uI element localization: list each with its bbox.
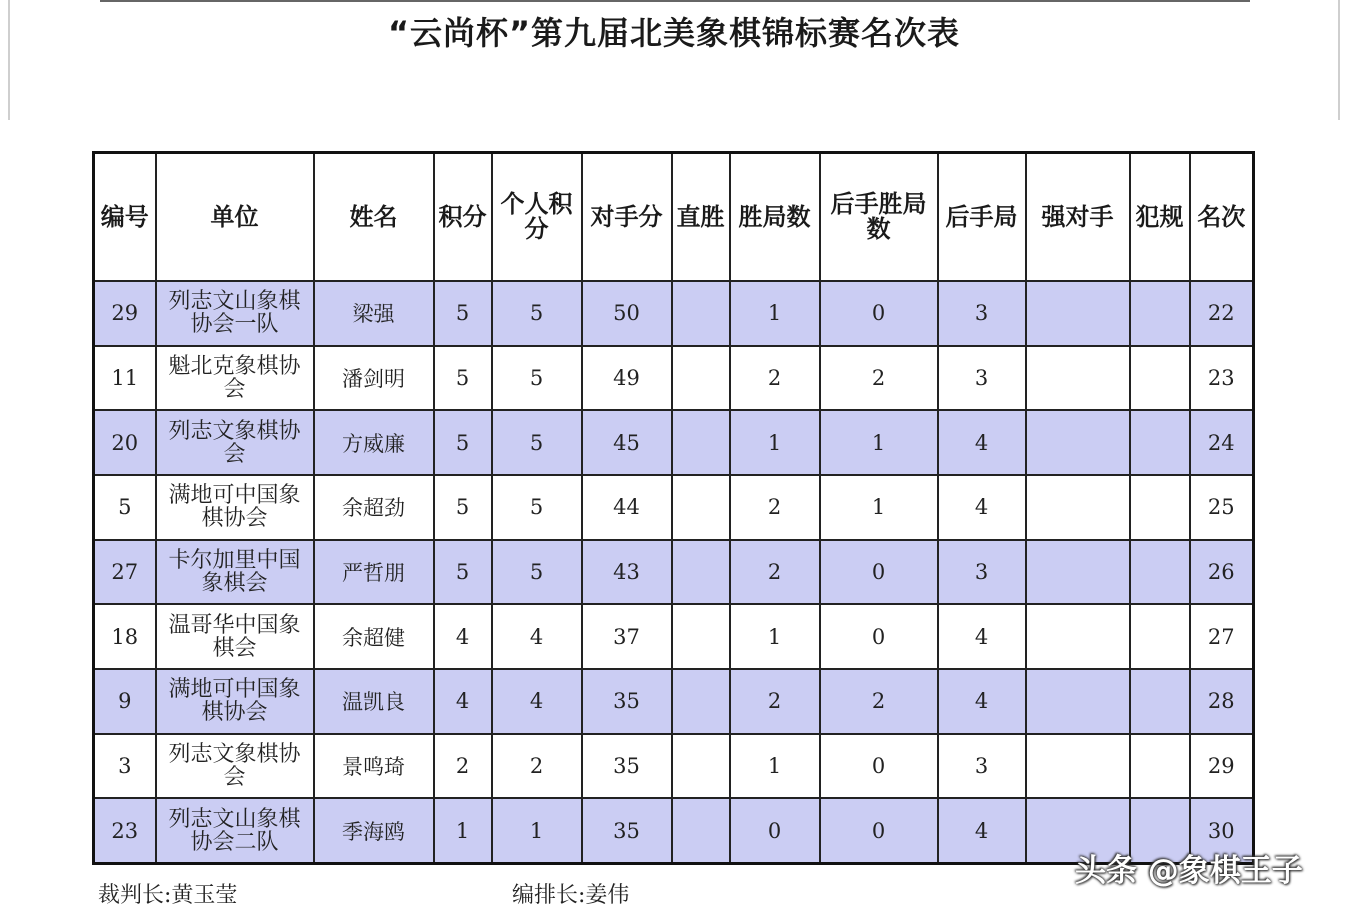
cell-personal-score: 4: [492, 669, 582, 734]
cell-unit: 魁北克象棋协会: [156, 346, 314, 411]
cell-black-wins: 2: [820, 669, 938, 734]
cell-direct-win: [672, 410, 730, 475]
cell-name: 季海鸥: [314, 798, 434, 863]
cell-rank: 25: [1190, 475, 1254, 540]
cell-unit: 列志文山象棋协会一队: [156, 281, 314, 346]
cell-strong-opponent: [1026, 734, 1130, 799]
cell-rank: 24: [1190, 410, 1254, 475]
cell-rank: 26: [1190, 540, 1254, 605]
cell-strong-opponent: [1026, 346, 1130, 411]
cell-black-wins: 0: [820, 604, 938, 669]
cell-wins: 1: [730, 734, 820, 799]
cell-wins: 1: [730, 281, 820, 346]
header-unit: 单位: [156, 153, 314, 282]
cell-wins: 2: [730, 669, 820, 734]
cell-black-wins: 0: [820, 798, 938, 863]
cell-score: 4: [434, 604, 492, 669]
cell-black-games: 3: [938, 346, 1026, 411]
cell-score: 1: [434, 798, 492, 863]
cell-personal-score: 5: [492, 346, 582, 411]
cell-direct-win: [672, 669, 730, 734]
table-row: [94, 346, 1254, 411]
cell-unit: 列志文山象棋协会二队: [156, 798, 314, 863]
cell-black-games: 4: [938, 669, 1026, 734]
cell-direct-win: [672, 475, 730, 540]
cell-opponent-score: 44: [582, 475, 672, 540]
cell-black-wins: 0: [820, 281, 938, 346]
cell-unit: 列志文象棋协会: [156, 734, 314, 799]
cell-rank: 27: [1190, 604, 1254, 669]
table-row: [94, 669, 1254, 734]
cell-unit: 满地可中国象棋协会: [156, 475, 314, 540]
cell-strong-opponent: [1026, 540, 1130, 605]
cell-opponent-score: 50: [582, 281, 672, 346]
cell-rank: 23: [1190, 346, 1254, 411]
cell-opponent-score: 35: [582, 734, 672, 799]
cell-score: 5: [434, 410, 492, 475]
header-personal-score: 个人积分: [492, 153, 582, 282]
cell-opponent-score: 45: [582, 410, 672, 475]
cell-personal-score: 5: [492, 410, 582, 475]
chief-referee: 裁判长:黄玉莹: [98, 883, 238, 908]
cell-personal-score: 4: [492, 604, 582, 669]
table-row: [94, 540, 1254, 605]
cell-strong-opponent: [1026, 604, 1130, 669]
cell-score: 5: [434, 540, 492, 605]
cell-black-wins: 1: [820, 475, 938, 540]
cell-black-games: 4: [938, 604, 1026, 669]
cell-black-games: 4: [938, 410, 1026, 475]
cell-personal-score: 5: [492, 281, 582, 346]
cell-rank: 30: [1190, 798, 1254, 863]
cell-no: 20: [94, 410, 156, 475]
cell-foul: [1130, 669, 1190, 734]
document-title: “云尚杯”第九届北美象棋锦标赛名次表: [387, 14, 961, 52]
cell-foul: [1130, 475, 1190, 540]
header-black-wins: 后手胜局数: [820, 153, 938, 282]
table-row: [94, 410, 1254, 475]
cell-opponent-score: 35: [582, 798, 672, 863]
cell-opponent-score: 35: [582, 669, 672, 734]
cell-score: 5: [434, 475, 492, 540]
cell-black-games: 3: [938, 540, 1026, 605]
cell-wins: 1: [730, 410, 820, 475]
cell-foul: [1130, 734, 1190, 799]
header-black-games: 后手局: [938, 153, 1026, 282]
header-foul: 犯规: [1130, 153, 1190, 282]
cell-opponent-score: 49: [582, 346, 672, 411]
cell-opponent-score: 43: [582, 540, 672, 605]
table-row: [94, 475, 1254, 540]
cell-score: 2: [434, 734, 492, 799]
cell-no: 11: [94, 346, 156, 411]
cell-black-wins: 1: [820, 410, 938, 475]
cell-name: 余超劲: [314, 475, 434, 540]
header-name: 姓名: [314, 153, 434, 282]
cell-no: 5: [94, 475, 156, 540]
cell-direct-win: [672, 798, 730, 863]
cell-black-games: 4: [938, 798, 1026, 863]
cell-name: 余超健: [314, 604, 434, 669]
chief-arranger: 编排长:姜伟: [512, 883, 630, 908]
table-header-row: [94, 153, 1254, 282]
cell-direct-win: [672, 281, 730, 346]
cell-personal-score: 5: [492, 540, 582, 605]
header-score: 积分: [434, 153, 492, 282]
header-strong-opponent: 强对手: [1026, 153, 1130, 282]
watermark: 头条 @象棋王子: [1075, 853, 1303, 889]
header-no: 编号: [94, 153, 156, 282]
header-rank: 名次: [1190, 153, 1254, 282]
table-row: [94, 604, 1254, 669]
cell-direct-win: [672, 540, 730, 605]
cell-unit: 满地可中国象棋协会: [156, 669, 314, 734]
cell-no: 3: [94, 734, 156, 799]
ranking-table: [92, 151, 1255, 865]
cell-foul: [1130, 540, 1190, 605]
cell-score: 4: [434, 669, 492, 734]
cell-wins: 2: [730, 346, 820, 411]
cell-name: 温凯良: [314, 669, 434, 734]
cell-foul: [1130, 281, 1190, 346]
cell-no: 27: [94, 540, 156, 605]
cell-foul: [1130, 410, 1190, 475]
cell-personal-score: 5: [492, 475, 582, 540]
cell-name: 潘剑明: [314, 346, 434, 411]
cell-no: 23: [94, 798, 156, 863]
cell-direct-win: [672, 604, 730, 669]
cell-score: 5: [434, 281, 492, 346]
cell-black-games: 4: [938, 475, 1026, 540]
cell-wins: 2: [730, 540, 820, 605]
cell-strong-opponent: [1026, 669, 1130, 734]
ranking-table-container: [92, 151, 1254, 867]
cell-wins: 0: [730, 798, 820, 863]
table-row: [94, 734, 1254, 799]
header-opponent-score: 对手分: [582, 153, 672, 282]
table-row: [94, 281, 1254, 346]
cell-black-wins: 2: [820, 346, 938, 411]
cell-foul: [1130, 346, 1190, 411]
cell-rank: 22: [1190, 281, 1254, 346]
cell-strong-opponent: [1026, 475, 1130, 540]
cell-name: 景鸣琦: [314, 734, 434, 799]
cell-name: 梁强: [314, 281, 434, 346]
cell-direct-win: [672, 346, 730, 411]
cell-strong-opponent: [1026, 410, 1130, 475]
cell-black-games: 3: [938, 734, 1026, 799]
cell-strong-opponent: [1026, 281, 1130, 346]
cell-opponent-score: 37: [582, 604, 672, 669]
header-wins: 胜局数: [730, 153, 820, 282]
cell-black-games: 3: [938, 281, 1026, 346]
cell-wins: 2: [730, 475, 820, 540]
cell-unit: 列志文象棋协会: [156, 410, 314, 475]
cell-personal-score: 1: [492, 798, 582, 863]
cell-direct-win: [672, 734, 730, 799]
cell-no: 9: [94, 669, 156, 734]
cell-rank: 28: [1190, 669, 1254, 734]
top-rule: [100, 0, 1250, 2]
cell-black-wins: 0: [820, 540, 938, 605]
cell-no: 18: [94, 604, 156, 669]
cell-personal-score: 2: [492, 734, 582, 799]
cell-foul: [1130, 604, 1190, 669]
cell-name: 严哲朋: [314, 540, 434, 605]
cell-unit: 温哥华中国象棋会: [156, 604, 314, 669]
cell-black-wins: 0: [820, 734, 938, 799]
cell-name: 方威廉: [314, 410, 434, 475]
cell-rank: 29: [1190, 734, 1254, 799]
cell-unit: 卡尔加里中国象棋会: [156, 540, 314, 605]
cell-score: 5: [434, 346, 492, 411]
header-direct-win: 直胜: [672, 153, 730, 282]
cell-wins: 1: [730, 604, 820, 669]
cell-no: 29: [94, 281, 156, 346]
